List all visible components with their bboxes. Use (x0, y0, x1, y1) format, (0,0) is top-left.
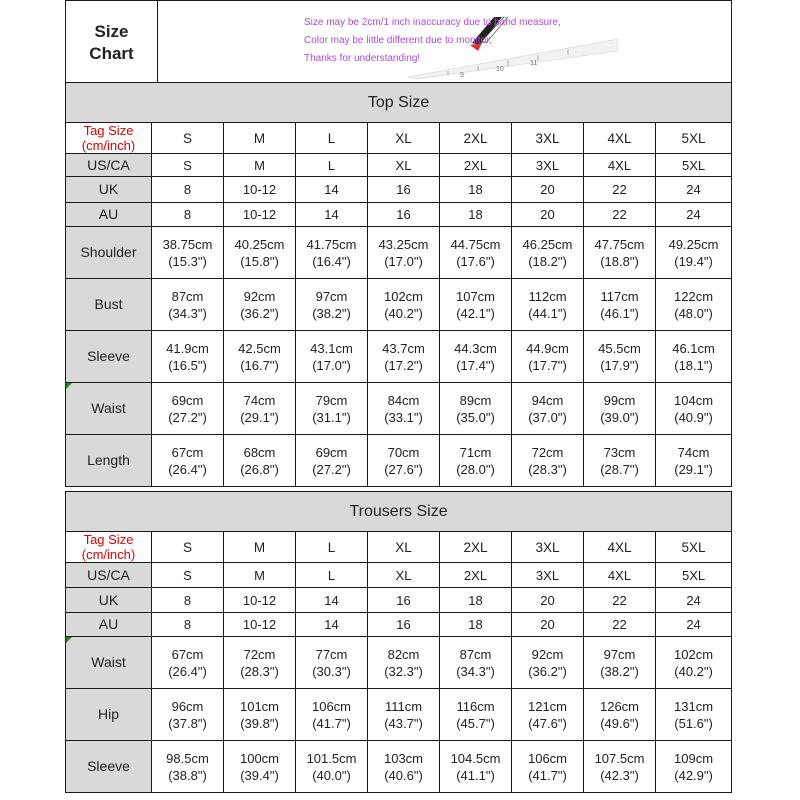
tag-size-label (66, 123, 152, 154)
size-cell: 2XL (440, 532, 512, 563)
table-cell: 20 (512, 203, 584, 227)
top-length-row (66, 435, 732, 487)
measure-cell: 116cm (45.7") (440, 689, 512, 741)
measure-cell: 74cm (29.1") (224, 383, 296, 435)
measure-cell: 43.1cm (17.0") (296, 331, 368, 383)
table-cell: 4XL (584, 563, 656, 588)
top-size-table (65, 82, 732, 487)
table-cell: XL (368, 563, 440, 588)
table-cell: 20 (512, 588, 584, 613)
table-cell: 14 (296, 177, 368, 203)
measure-cell: 87cm (34.3") (440, 637, 512, 689)
measure-cell: 84cm (33.1") (368, 383, 440, 435)
size-cell: 4XL (584, 123, 656, 154)
size-cell: 4XL (584, 532, 656, 563)
size-cell: M (224, 123, 296, 154)
table-cell: 16 (368, 177, 440, 203)
measure-cell: 67cm (26.4") (152, 637, 224, 689)
ruler-number-3: 11 (530, 60, 538, 67)
measure-cell: 79cm (31.1") (296, 383, 368, 435)
table-cell: S (152, 154, 224, 177)
ruler-number-1: 9 (460, 72, 464, 79)
measure-cell: 92cm (36.2") (512, 637, 584, 689)
size-cell: L (296, 532, 368, 563)
measure-cell: 122cm (48.0") (656, 279, 732, 331)
ruler-number-2: 10 (496, 66, 504, 73)
size-chart-sheet (64, 0, 732, 800)
measure-cell: 107.5cm (42.3") (584, 741, 656, 793)
measure-cell: 87cm (34.3") (152, 279, 224, 331)
row-label: UK (66, 177, 152, 203)
table-cell: 10-12 (224, 203, 296, 227)
table-cell: 20 (512, 177, 584, 203)
table-cell: 14 (296, 588, 368, 613)
size-cell: XL (368, 123, 440, 154)
title-line-2: Chart (89, 44, 134, 63)
trousers-uk-row (66, 588, 732, 613)
measure-cell: 102cm (40.2") (656, 637, 732, 689)
table-cell: 8 (152, 613, 224, 637)
measure-cell: 131cm (51.6") (656, 689, 732, 741)
measure-cell: 72cm (28.3") (224, 637, 296, 689)
size-cell: 5XL (656, 123, 732, 154)
measure-cell: 97cm (38.2") (296, 279, 368, 331)
size-cell: 2XL (440, 123, 512, 154)
header-notes (304, 14, 634, 68)
top-uk-row (66, 177, 732, 203)
table-cell: 16 (368, 203, 440, 227)
measure-cell: 109cm (42.9") (656, 741, 732, 793)
measure-cell: 43.7cm (17.2") (368, 331, 440, 383)
measure-cell: 89cm (35.0") (440, 383, 512, 435)
table-cell: 16 (368, 613, 440, 637)
measure-cell: 46.25cm (18.2") (512, 227, 584, 279)
row-label: Length (66, 435, 152, 487)
row-label: Waist (66, 637, 152, 689)
table-cell: 18 (440, 203, 512, 227)
table-cell: S (152, 563, 224, 588)
row-label: AU (66, 203, 152, 227)
row-label: AU (66, 613, 152, 637)
size-cell: L (296, 123, 368, 154)
measure-cell: 98.5cm (38.8") (152, 741, 224, 793)
trousers-au-row (66, 613, 732, 637)
trousers-waist-row (66, 637, 732, 689)
corner-marker-icon (66, 383, 72, 389)
tag-size-line-1: Tag Size (83, 532, 134, 547)
top-tag-size-row (66, 123, 732, 154)
row-label: Sleeve (66, 741, 152, 793)
table-cell: 8 (152, 177, 224, 203)
corner-marker-icon (66, 637, 72, 643)
size-cell: 5XL (656, 532, 732, 563)
size-chart-title (66, 1, 158, 86)
measure-cell: 44.75cm (17.6") (440, 227, 512, 279)
table-cell: L (296, 563, 368, 588)
table-cell: 10-12 (224, 588, 296, 613)
measure-cell: 104cm (40.9") (656, 383, 732, 435)
measure-cell: 69cm (27.2") (152, 383, 224, 435)
measure-cell: 99cm (39.0") (584, 383, 656, 435)
measure-cell: 69cm (27.2") (296, 435, 368, 487)
table-cell: 4XL (584, 154, 656, 177)
table-cell: L (296, 154, 368, 177)
measure-cell: 38.75cm (15.3") (152, 227, 224, 279)
measure-cell: 121cm (47.6") (512, 689, 584, 741)
measure-cell: 68cm (26.8") (224, 435, 296, 487)
trousers-sleeve-row (66, 741, 732, 793)
measure-cell: 111cm (43.7") (368, 689, 440, 741)
top-shoulder-row (66, 227, 732, 279)
measure-cell: 72cm (28.3") (512, 435, 584, 487)
table-cell: 3XL (512, 154, 584, 177)
table-cell: 3XL (512, 563, 584, 588)
trousers-tag-size-row (66, 532, 732, 563)
table-cell: 18 (440, 588, 512, 613)
trousers-usca-row (66, 563, 732, 588)
tag-size-line-2: (cm/inch) (81, 138, 136, 153)
table-cell: XL (368, 154, 440, 177)
measure-cell: 74cm (29.1") (656, 435, 732, 487)
table-cell: 8 (152, 588, 224, 613)
trousers-section-title: Trousers Size (66, 492, 732, 532)
table-cell: 2XL (440, 563, 512, 588)
tag-size-line-2: (cm/inch) (81, 547, 136, 562)
tag-size-line-1: Tag Size (83, 123, 134, 138)
measure-cell: 94cm (37.0") (512, 383, 584, 435)
measure-cell: 106cm (41.7") (512, 741, 584, 793)
measure-cell: 44.9cm (17.7") (512, 331, 584, 383)
measure-cell: 41.9cm (16.5") (152, 331, 224, 383)
tag-size-label (66, 532, 152, 563)
measure-cell: 103cm (40.6") (368, 741, 440, 793)
measure-cell: 96cm (37.8") (152, 689, 224, 741)
row-label: Bust (66, 279, 152, 331)
top-sleeve-row (66, 331, 732, 383)
table-cell: 5XL (656, 154, 732, 177)
table-cell: 24 (656, 588, 732, 613)
measure-cell: 107cm (42.1") (440, 279, 512, 331)
note-line-2: Color may be little different due to monitor, (304, 35, 492, 46)
row-label: Shoulder (66, 227, 152, 279)
table-cell: 22 (584, 177, 656, 203)
trousers-size-table (65, 491, 732, 793)
table-cell: 24 (656, 177, 732, 203)
measure-cell: 104.5cm (41.1") (440, 741, 512, 793)
measure-cell: 40.25cm (15.8") (224, 227, 296, 279)
table-cell: 10-12 (224, 177, 296, 203)
measure-cell: 67cm (26.4") (152, 435, 224, 487)
row-label: US/CA (66, 563, 152, 588)
note-line-1: Size may be 2cm/1 inch inaccuracy due to hand measure, (304, 17, 561, 28)
measure-cell: 101.5cm (40.0") (296, 741, 368, 793)
table-cell: 24 (656, 203, 732, 227)
measure-cell: 45.5cm (17.9") (584, 331, 656, 383)
size-cell: 3XL (512, 123, 584, 154)
row-label: UK (66, 588, 152, 613)
measure-cell: 77cm (30.3") (296, 637, 368, 689)
top-usca-row (66, 154, 732, 177)
measure-cell: 82cm (32.3") (368, 637, 440, 689)
measure-cell: 92cm (36.2") (224, 279, 296, 331)
measure-cell: 46.1cm (18.1") (656, 331, 732, 383)
table-cell: 2XL (440, 154, 512, 177)
measure-cell: 41.75cm (16.4") (296, 227, 368, 279)
table-cell: 20 (512, 613, 584, 637)
row-label: Waist (66, 383, 152, 435)
table-cell: 24 (656, 613, 732, 637)
table-cell: 14 (296, 203, 368, 227)
measure-cell: 101cm (39.8") (224, 689, 296, 741)
top-au-row (66, 203, 732, 227)
table-cell: 18 (440, 177, 512, 203)
measure-cell: 102cm (40.2") (368, 279, 440, 331)
measure-cell: 97cm (38.2") (584, 637, 656, 689)
size-cell: M (224, 532, 296, 563)
measure-cell: 106cm (41.7") (296, 689, 368, 741)
table-cell: M (224, 563, 296, 588)
measure-cell: 112cm (44.1") (512, 279, 584, 331)
table-cell: 5XL (656, 563, 732, 588)
size-cell: XL (368, 532, 440, 563)
measure-cell: 44.3cm (17.4") (440, 331, 512, 383)
row-label: Hip (66, 689, 152, 741)
table-cell: 16 (368, 588, 440, 613)
table-cell: 14 (296, 613, 368, 637)
table-cell: 22 (584, 588, 656, 613)
measure-cell: 73cm (28.7") (584, 435, 656, 487)
size-cell: 3XL (512, 532, 584, 563)
title-line-1: Size (94, 22, 129, 41)
top-waist-row (66, 383, 732, 435)
size-cell: S (152, 532, 224, 563)
note-line-3: Thanks for understanding! (304, 53, 421, 64)
measure-cell: 126cm (49.6") (584, 689, 656, 741)
table-cell: M (224, 154, 296, 177)
row-label: Sleeve (66, 331, 152, 383)
table-cell: 8 (152, 203, 224, 227)
row-label: US/CA (66, 154, 152, 177)
measure-cell: 43.25cm (17.0") (368, 227, 440, 279)
top-bust-row (66, 279, 732, 331)
measure-cell: 117cm (46.1") (584, 279, 656, 331)
table-cell: 22 (584, 203, 656, 227)
measure-cell: 47.75cm (18.8") (584, 227, 656, 279)
table-cell: 22 (584, 613, 656, 637)
measure-cell: 42.5cm (16.7") (224, 331, 296, 383)
measure-cell: 71cm (28.0") (440, 435, 512, 487)
table-cell: 18 (440, 613, 512, 637)
trousers-hip-row (66, 689, 732, 741)
measure-cell: 100cm (39.4") (224, 741, 296, 793)
top-section-title: Top Size (66, 83, 732, 123)
measure-cell: 49.25cm (19.4") (656, 227, 732, 279)
measure-cell: 70cm (27.6") (368, 435, 440, 487)
table-cell: 10-12 (224, 613, 296, 637)
size-cell: S (152, 123, 224, 154)
